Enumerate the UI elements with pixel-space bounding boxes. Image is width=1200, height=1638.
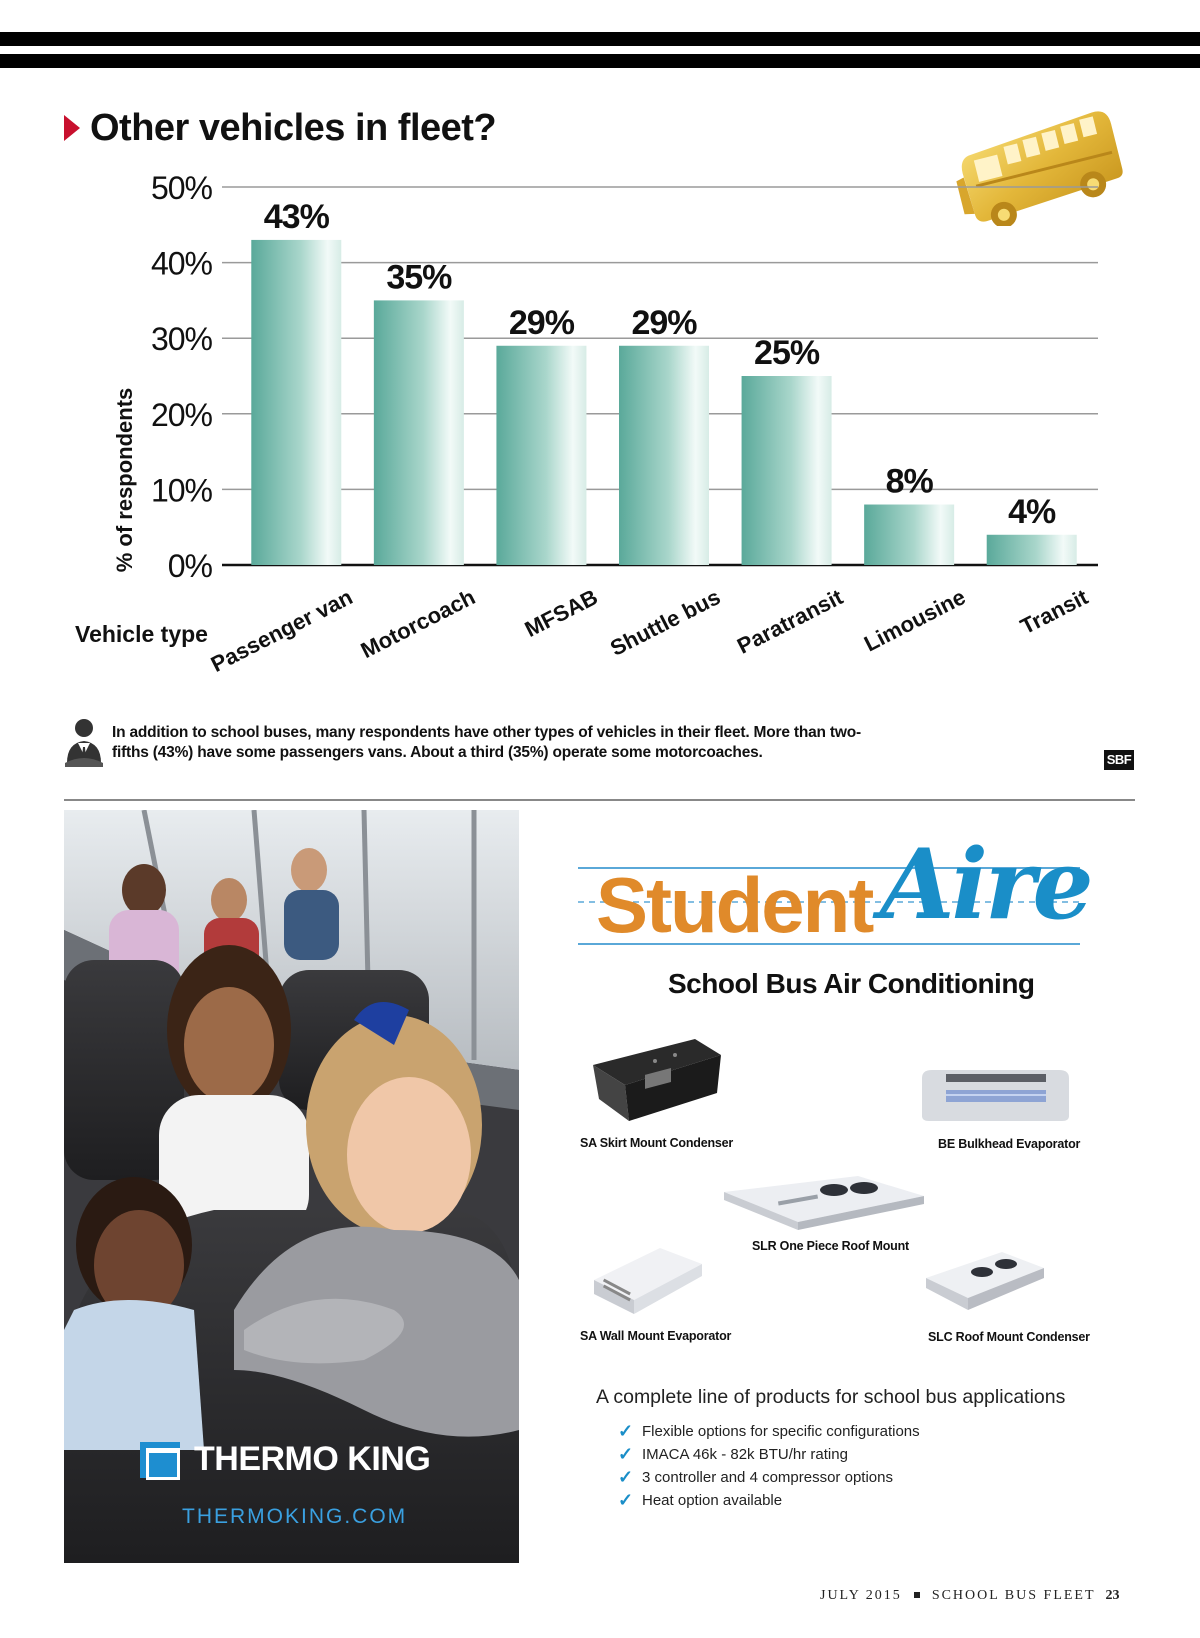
title-arrow-icon [64, 115, 80, 141]
bar-value-label: 29% [631, 303, 697, 342]
bar [496, 346, 586, 565]
bars [251, 240, 1076, 565]
feature-item [618, 1420, 920, 1443]
footer-separator [914, 1592, 920, 1598]
wall-mount-evaporator-image [590, 1244, 705, 1319]
product-label-one-piece-roof-mount: SLR One Piece Roof Mount [752, 1239, 910, 1253]
top-rule-thick [0, 32, 1200, 46]
ad-subtitle: School Bus Air Conditioning [668, 968, 1035, 999]
section-divider [64, 799, 1135, 801]
sponsor-url[interactable]: THERMOKING.COM [182, 1505, 408, 1528]
check-icon: ✓ [618, 1467, 634, 1487]
thermo-king-logo [140, 1440, 430, 1479]
bar [742, 376, 832, 565]
y-tick-label: 10% [150, 472, 212, 509]
bar [374, 300, 464, 565]
x-axis-category-labels [207, 584, 1093, 677]
y-axis-ticks [151, 170, 213, 584]
feature-text: Heat option available [642, 1492, 783, 1509]
skirt-mount-condenser-image [585, 1035, 725, 1125]
y-tick-label: 40% [150, 245, 212, 282]
roof-mount-unit-image [718, 1172, 928, 1232]
bar [251, 240, 341, 565]
check-icon: ✓ [618, 1444, 634, 1464]
bulkhead-evaporator-image [918, 1068, 1073, 1123]
y-tick-label: 50% [150, 170, 212, 206]
footer-date: JULY 2015 [820, 1588, 902, 1603]
page-footer [820, 1588, 1120, 1604]
ad-tagline: A complete line of products for school bus applications [596, 1386, 1066, 1408]
chart-title: Other vehicles in fleet? [90, 106, 497, 149]
category-label: Motorcoach [356, 584, 480, 664]
y-tick-label: 30% [150, 321, 212, 358]
bar-value-label: 35% [386, 258, 452, 297]
page-number: 23 [1105, 1588, 1120, 1603]
check-icon: ✓ [618, 1490, 634, 1510]
feature-text: 3 controller and 4 compressor options [642, 1469, 893, 1486]
brand-name-student: Student [596, 861, 873, 949]
category-label: MFSAB [520, 584, 602, 642]
category-label: Shuttle bus [606, 584, 725, 661]
product-label-wall-mount-evaporator: SA Wall Mount Evaporator [580, 1329, 732, 1343]
chart-title-block [64, 104, 496, 152]
brand-name-aire: Aire [880, 828, 1091, 941]
product-label-skirt-mount-condenser: SA Skirt Mount Condenser [580, 1136, 734, 1150]
category-label: Paratransit [733, 584, 847, 659]
feature-text: IMACA 46k - 82k BTU/hr rating [642, 1446, 848, 1463]
vehicle-type-bar-chart [0, 150, 1200, 710]
feature-item [618, 1466, 920, 1489]
y-axis-title: % of respondents [112, 387, 137, 573]
y-tick-label: 0% [167, 548, 212, 584]
bar-value-label: 29% [508, 303, 574, 342]
bar-value-label: 25% [754, 334, 820, 372]
category-label: Passenger van [206, 584, 357, 677]
bar [619, 346, 709, 565]
sponsor-name: THERMO KING [194, 1440, 431, 1478]
x-axis-title: Vehicle type [75, 621, 208, 647]
category-label: Limousine [860, 584, 970, 657]
product-label-roof-mount-condenser: SLC Roof Mount Condenser [928, 1330, 1090, 1344]
ad-photo-panel [64, 810, 519, 1563]
thermo-king-logo-icon [140, 1442, 180, 1478]
driver-icon [64, 717, 104, 767]
y-tick-label: 20% [150, 396, 212, 433]
feature-text: Flexible options for specific configurations [642, 1423, 920, 1440]
check-icon: ✓ [618, 1421, 634, 1441]
feature-item [618, 1489, 920, 1512]
category-label: Transit [1016, 584, 1092, 640]
feature-item [618, 1443, 920, 1466]
bar [987, 535, 1077, 565]
bar-value-label: 8% [885, 462, 933, 501]
roof-mount-condenser-image [922, 1248, 1047, 1313]
top-rule-thin [0, 54, 1200, 68]
chart-caption: In addition to school buses, many respondents have other types of vehicles in their fleet. More than two-fifths (43%) have some passengers vans. About a third (35%) operate some motorcoaches. [112, 724, 861, 761]
bar-value-label: 4% [1008, 492, 1056, 531]
bar [864, 505, 954, 565]
bar-value-label: 43% [263, 197, 329, 236]
footer-publication: SCHOOL BUS FLEET [931, 1588, 1096, 1603]
feature-list [618, 1420, 920, 1512]
sbf-badge: SBF [1104, 750, 1134, 770]
product-label-bulkhead-evaporator: BE Bulkhead Evaporator [938, 1137, 1081, 1151]
